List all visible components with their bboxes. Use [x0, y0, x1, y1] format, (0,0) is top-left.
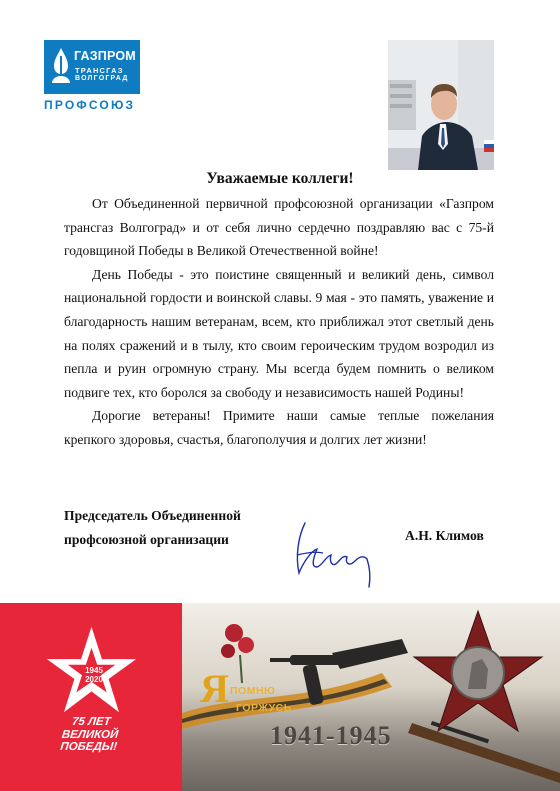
flame-g-icon: [48, 46, 74, 88]
logo-city: ВОЛГОГРАД: [75, 75, 129, 82]
ya-letter: Я: [200, 666, 229, 711]
artwork-illustration: [182, 603, 560, 791]
war-years: 1941-1945: [270, 721, 392, 750]
letter-paragraph: От Объединенной первичной профсоюзной организации «Газпром трансгаз Волгоград» и от себя лично сердечно поздравляю вас с 75-й годовщиной Победы в Великой Отечественной войне!: [64, 196, 494, 259]
handwritten-signature: [285, 515, 385, 590]
letter-body: [64, 192, 494, 452]
art-line-remember: ПОМНЮ: [230, 685, 276, 697]
year-start: 1945: [85, 666, 103, 675]
anniversary-text: [58, 716, 122, 754]
letter-paragraph: Дорогие ветераны! Примите наши самые теплые пожелания крепкого здоровья, счастья, благополучия и долгих лет жизни!: [64, 408, 494, 447]
signature-title: [64, 504, 241, 552]
signature-title-line: профсоюзной организации: [64, 532, 229, 547]
anniversary-line: 75 ЛЕТ: [71, 716, 112, 728]
art-line-proud: ГОРЖУСЬ: [236, 702, 292, 714]
victory-banner: [0, 603, 560, 791]
letter-paragraph: День Победы - это поистине священный и великий день, символ национальной гордости и воинской славы. 9 мая - это память, уважение и благодарность нашим ветеранам, всем, кто приближал этот светлый день на полях сражений и в тылу, кто своим героическим трудом возродил из пепла и руин огромную страну. Мы всегда будем помнить о великом подвиге тех, кто боролся за свободу и независимость нашей Родины!: [64, 266, 494, 400]
anniversary-line: ПОБЕДЫ!: [59, 741, 118, 753]
signature-title-line: Председатель Объединенной: [64, 508, 241, 523]
gazprom-logo: [44, 40, 144, 112]
signer-name: А.Н. Климов: [405, 528, 484, 543]
chairman-photo: [388, 40, 494, 170]
logo-subtitle: ТРАНСГАЗ: [75, 66, 124, 75]
war-memorial-artwork: [182, 603, 560, 791]
anniversary-years: [78, 666, 110, 684]
red-panel: [0, 603, 182, 791]
logo-brand: ГАЗПРОМ: [74, 49, 136, 63]
letter-heading: Уважаемые коллеги!: [206, 170, 354, 187]
logo-union-label: ПРОФСОЮЗ: [44, 98, 136, 112]
year-end: 2020: [85, 675, 103, 684]
anniversary-line: ВЕЛИКОЙ: [61, 728, 119, 741]
logo-box: [44, 40, 140, 94]
